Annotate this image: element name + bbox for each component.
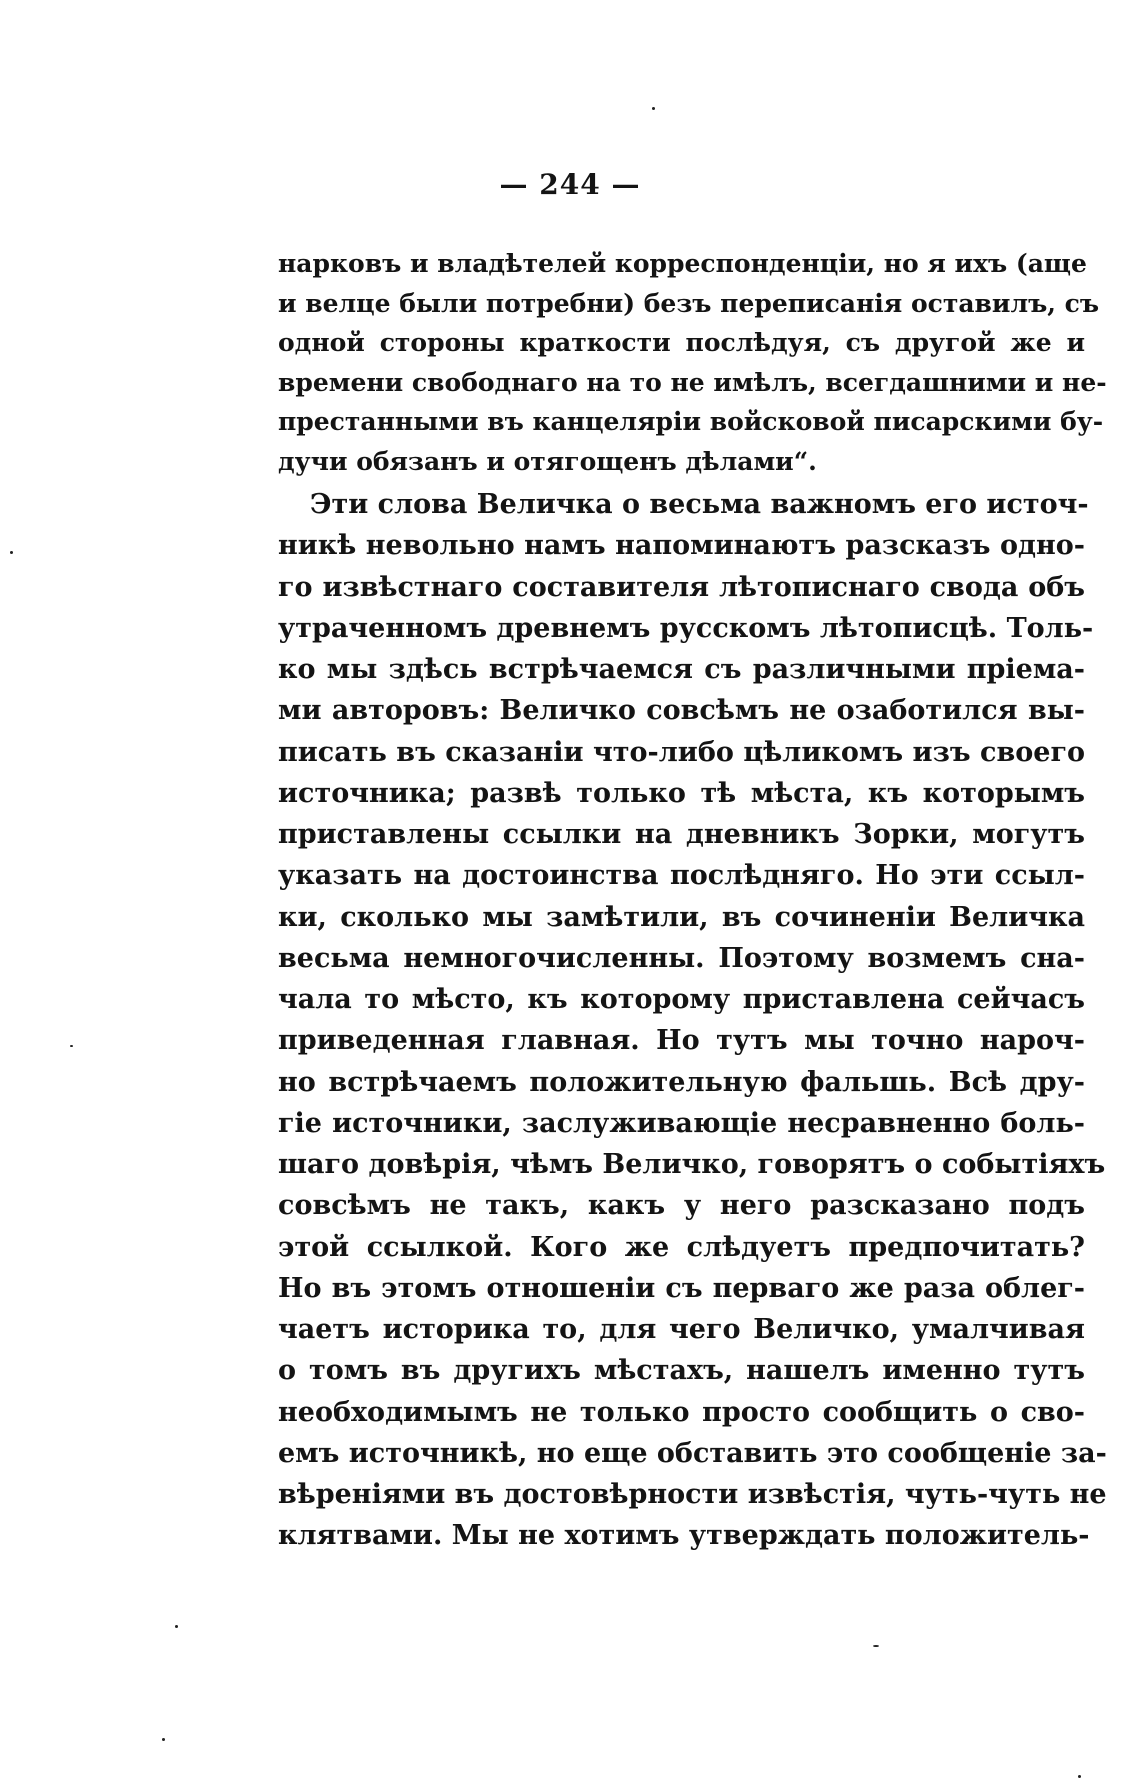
text-line: дучи обязанъ и отягощенъ дѣлами“. xyxy=(278,446,817,476)
text-line: но встрѣчаемъ положительную фальшь. Всѣ дру- xyxy=(278,1066,1085,1098)
scan-speck xyxy=(873,1645,879,1647)
text-line: Эти слова Величка о весьма важномъ его источ- xyxy=(310,489,1089,520)
text-line: чала то мѣсто, къ которому приставлена сейчасъ xyxy=(278,984,1085,1015)
body-paragraph xyxy=(278,484,1107,1557)
text-line: и велце были потребни) безъ переписанія оставилъ, съ xyxy=(278,288,1100,318)
scan-speck xyxy=(70,1045,73,1047)
text-line: емъ источникѣ, но еще обставить это сообщеніе за- xyxy=(278,1437,1107,1469)
text-line: ки, сколько мы замѣтили, въ сочиненіи Величка xyxy=(278,901,1085,933)
text-line: ко мы здѣсь встрѣчаемся съ различными пріема- xyxy=(278,654,1085,685)
scan-speck xyxy=(1078,1775,1081,1778)
text-line: нарковъ и владѣтелей корреспонденціи, но я ихъ (аще xyxy=(278,249,1087,278)
page-number: — 244 — xyxy=(499,168,641,201)
text-line: чаетъ историка то, для чего Величко, умалчивая xyxy=(278,1314,1085,1345)
text-line: престанными въ канцеляріи войсковой писарскими бу- xyxy=(278,407,1104,437)
text-line: никѣ невольно намъ напоминаютъ разсказъ одно- xyxy=(278,530,1085,562)
text-line: шаго довѣрія, чѣмъ Величко, говорятъ о событіяхъ xyxy=(278,1149,1106,1180)
text-line: утраченномъ древнемъ русскомъ лѣтописцѣ. Толь- xyxy=(278,612,1094,644)
text-line: необходимымъ не только просто сообщить о сво- xyxy=(278,1396,1085,1428)
text-line: го извѣстнаго составителя лѣтописнаго свода объ xyxy=(278,571,1085,603)
text-line: одной стороны краткости послѣдуя, съ другой же и xyxy=(278,328,1085,358)
scan-speck xyxy=(162,1738,165,1741)
text-line: времени свободнаго на то не имѣлъ, всегдашними и не- xyxy=(278,367,1107,397)
text-line: вѣреніями въ достовѣрности извѣстія, чуть-чуть не xyxy=(278,1479,1107,1510)
scan-speck xyxy=(175,1625,178,1628)
text-line: совсѣмъ не такъ, какъ у него разсказано подъ xyxy=(278,1190,1085,1222)
text-line: гіе источники, заслуживающіе несравненно боль- xyxy=(278,1107,1085,1139)
text-line: ми авторовъ: Величко совсѣмъ не озаботился вы- xyxy=(278,695,1085,727)
text-line: указать на достоинства послѣдняго. Но эти ссыл- xyxy=(278,860,1085,892)
text-line: весьма немногочисленны. Поэтому возмемъ сна- xyxy=(278,942,1085,974)
text-line: приведенная главная. Но тутъ мы точно нароч- xyxy=(278,1025,1085,1057)
text-line: писать въ сказаніи что-либо цѣликомъ изъ своего xyxy=(278,736,1085,768)
scan-speck xyxy=(10,551,13,554)
text-line: источника; развѣ только тѣ мѣста, къ которымъ xyxy=(278,777,1085,809)
text-line: приставлены ссылки на дневникъ Зорки, могутъ xyxy=(278,819,1085,850)
quote-paragraph xyxy=(278,244,1107,482)
text-line: этой ссылкой. Кого же слѣдуетъ предпочитать? xyxy=(278,1231,1085,1263)
text-line: о томъ въ другихъ мѣстахъ, нашелъ именно тутъ xyxy=(278,1355,1085,1387)
text-line: Но въ этомъ отношеніи съ перваго же раза облег- xyxy=(278,1272,1085,1304)
text-line: клятвами. Мы не хотимъ утверждать положитель- xyxy=(278,1520,1090,1552)
scan-speck xyxy=(652,107,655,110)
